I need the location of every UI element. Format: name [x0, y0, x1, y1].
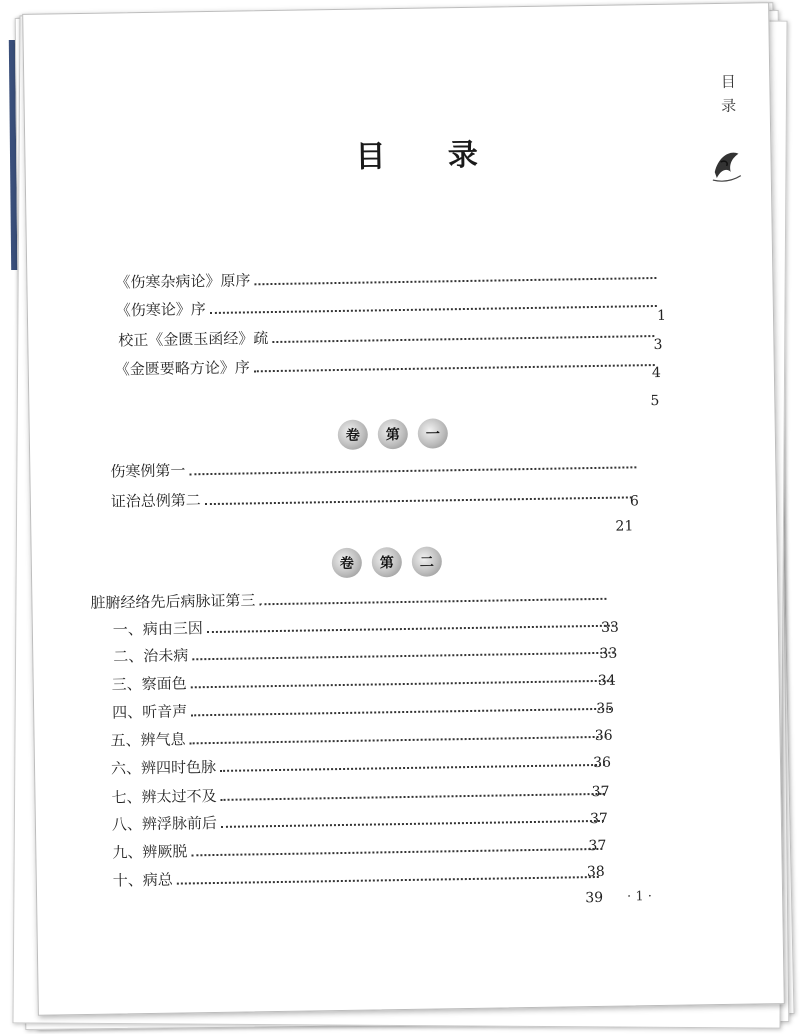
toc-page-number: 33 — [600, 619, 620, 636]
toc-entry — [90, 584, 610, 613]
toc-page-number: 36 — [594, 727, 613, 745]
toc-entry-label: 脏腑经络先后病脉证第三 — [90, 591, 256, 612]
toc-entry — [112, 666, 617, 695]
toc-page-number: 36 — [593, 754, 612, 772]
toc-entry-label: 六、辨四时色脉 — [110, 757, 217, 778]
toc-entry-label: 五、辨气息 — [110, 730, 186, 750]
leader-dots — [189, 466, 636, 475]
toc-entry — [110, 722, 613, 751]
page-title: 目 录 — [355, 137, 505, 175]
leader-dots — [221, 793, 605, 801]
toc-entry-label: 《金匮要略方论》序 — [114, 358, 250, 379]
volume-heading-1 — [338, 418, 448, 450]
toc-page-number: 34 — [597, 672, 616, 689]
toc-entry-label: 《伤寒论》序 — [115, 300, 206, 320]
toc-entry — [110, 452, 640, 481]
toc-entry-label: 九、辨厥脱 — [112, 842, 188, 862]
toc-page-number: 37 — [588, 837, 607, 855]
volume-char: 第 — [372, 547, 402, 577]
toc-entry — [116, 291, 661, 321]
toc-page-number: 3 — [653, 336, 663, 354]
leader-dots — [190, 736, 607, 745]
toc-entry-label: 证治总例第二 — [110, 491, 201, 511]
leader-dots — [220, 764, 605, 772]
toc-entry-label: 十、病总 — [112, 870, 173, 890]
toc-entry — [111, 779, 608, 808]
volume-heading-2 — [332, 546, 442, 578]
toc-entry — [110, 750, 612, 779]
toc-page-number: 33 — [599, 645, 618, 662]
toc-entry — [111, 482, 636, 511]
toc-entry-label: 七、辨太过不及 — [111, 786, 217, 807]
toc-entry-label: 八、辨浮脉前后 — [111, 813, 218, 834]
leader-dots — [207, 625, 614, 633]
leader-dots — [192, 652, 614, 661]
volume-char: 第 — [378, 419, 408, 449]
toc-entry — [112, 806, 608, 835]
toc-entry — [118, 321, 658, 350]
leader-dots — [205, 496, 632, 505]
toc-entry-label: 三、察面色 — [111, 674, 187, 694]
toc-page-number: 35 — [596, 700, 615, 717]
toc-entry — [114, 350, 662, 382]
toc-entry — [112, 834, 606, 863]
leader-dots — [272, 335, 654, 343]
volume-char: 一 — [418, 418, 448, 448]
toc-page-number: 37 — [591, 783, 610, 801]
leader-dots — [221, 820, 604, 828]
toc-entry-label: 《伤寒杂病论》原序 — [115, 271, 251, 292]
toc-entry-label: 一、病由三因 — [112, 619, 204, 639]
document-page — [22, 2, 785, 1016]
leader-dots — [254, 364, 655, 372]
toc-entry — [113, 862, 603, 891]
volume-char: 二 — [412, 546, 442, 576]
running-header-char: 录 — [721, 96, 739, 115]
volume-char: 卷 — [338, 420, 368, 450]
toc-entry-label: 校正《金匮玉函经》疏 — [118, 329, 269, 350]
toc-page-number: 37 — [589, 810, 609, 828]
toc-page-number: 38 — [586, 863, 605, 881]
toc-page-number: 1 — [656, 307, 667, 324]
toc-entry — [115, 263, 660, 293]
toc-page-number: 6 — [629, 493, 640, 510]
leader-dots — [191, 708, 611, 717]
volume-char: 卷 — [332, 548, 362, 578]
calligraphy-logo-icon — [708, 142, 745, 187]
toc-entry-label: 四、听音声 — [112, 702, 188, 722]
toc-entry — [113, 611, 618, 640]
toc-entry — [112, 694, 615, 723]
toc-entry — [113, 638, 618, 667]
toc-entry-label: 伤寒例第一 — [110, 461, 186, 481]
running-header — [714, 70, 745, 118]
running-header-char: 目 — [720, 72, 738, 91]
leader-dots — [254, 277, 656, 285]
toc-page-number: 21 — [615, 518, 634, 535]
leader-dots — [259, 598, 606, 605]
leader-dots — [191, 848, 602, 856]
toc-entry-label: 二、治未病 — [113, 646, 189, 666]
page-folio: · 1 · — [627, 889, 653, 905]
toc-page-number: 5 — [650, 392, 660, 410]
leader-dots — [210, 305, 657, 314]
leader-dots — [177, 876, 599, 885]
toc-page-number: 4 — [651, 364, 662, 382]
toc-page-number: 39 — [585, 889, 604, 907]
leader-dots — [191, 680, 613, 689]
